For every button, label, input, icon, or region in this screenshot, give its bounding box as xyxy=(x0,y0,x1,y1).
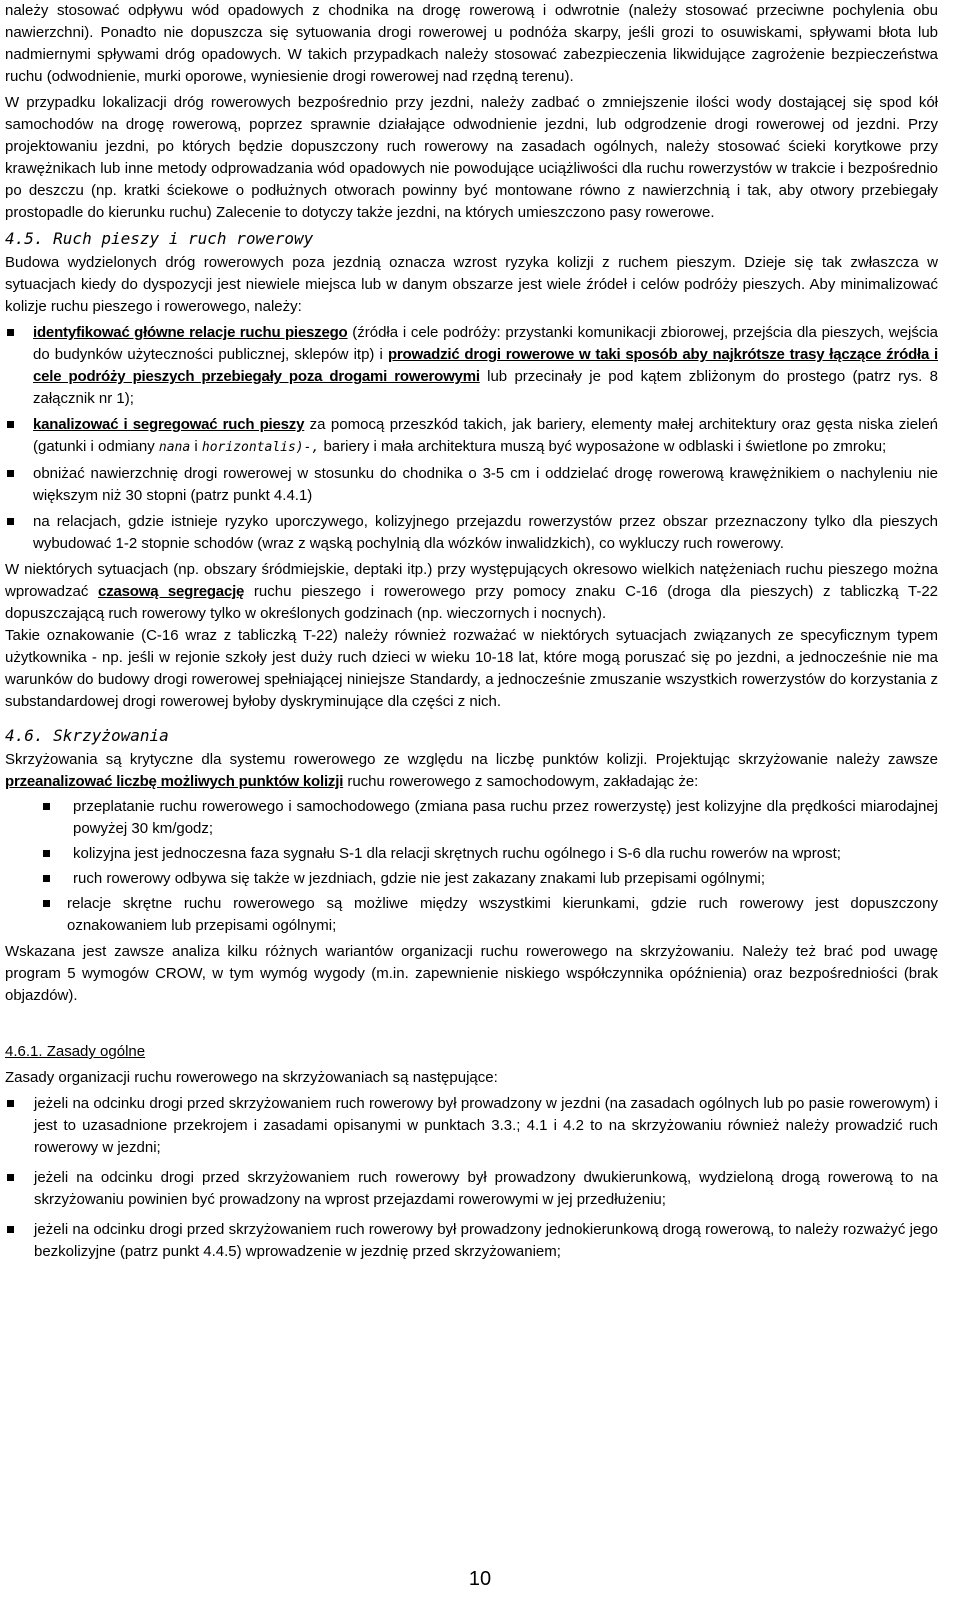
section-4-6-bullet-list xyxy=(5,796,938,937)
square-bullet-icon xyxy=(43,850,50,857)
paragraph-text: ruchu rowerowego z samochodowym, zakładając że: xyxy=(343,773,699,790)
square-bullet-icon xyxy=(7,421,14,428)
section-4-5-paragraph-1: Budowa wydzielonych dróg rowerowych poza jezdnią oznacza wzrost ryzyka kolizji z ruchem pieszym. Dzieje się tak zwłaszcza w sytuacjach kiedy do dyspozycji jest niewiele miejsca lub w danym obszarze jest wiele źródeł i celów podróży pieszych. Aby minimalizować kolizje ruchu pieszego i rowerowego, należy: xyxy=(5,254,938,315)
list-item-text: (źródła i cele podróży: przystanki komunikacji zbiorowej, przejścia dla pieszych, wejścia do budynków użyteczności publicznej, sklepów itp) i xyxy=(33,324,938,363)
section-4-6-paragraph-2: Wskazana jest zawsze analiza kilku różnych wariantów organizacji ruchu rowerowego na skrzyżowaniu. Należy też brać pod uwagę program 5 wymogów CROW, w tym wymóg wygody (m.in. zapewnienie niskiego współczynnika opóźnienia) oraz bezpośredniości (brak objazdów). xyxy=(5,943,938,1004)
plant-variety-name: horizontalis)-, xyxy=(201,440,320,455)
list-item-text: przeplatanie ruchu rowerowego i samochodowego (zmiana pasa ruchu przez rowerzystę) jest kolizyjne dla prędkości miarodajnej powyżej 30 km/godz; xyxy=(73,798,938,837)
list-item xyxy=(5,1093,938,1159)
square-bullet-icon xyxy=(7,1100,14,1107)
list-item-text: na relacjach, gdzie istnieje ryzyko uporczywego, kolizyjnego przejazdu rowerzystów przez obszar przeznaczony tylko dla pieszych wybudować 1-2 stopnie schodów (wraz z wąską pochylnią dla wózków inwalidzkich), co wykluczy ruch rowerowy. xyxy=(33,513,938,552)
list-item-text: ruch rowerowy odbywa się także w jezdniach, gdzie nie jest zakazany znakami lub przepisami ogólnymi; xyxy=(73,870,765,887)
list-item-text: za pomocą przeszkód takich, jak bariery, elementy małej architektury oraz gęsta niska zieleń (gatunki i odmiany xyxy=(33,416,938,455)
section-4-5-bullet-list xyxy=(5,322,938,555)
square-bullet-icon xyxy=(43,875,50,882)
square-bullet-icon xyxy=(7,1174,14,1181)
highlighted-text: identyfikować główne relacje ruchu pieszego xyxy=(33,324,348,341)
list-item xyxy=(5,843,938,865)
list-item-text: jeżeli na odcinku drogi przed skrzyżowaniem ruch rowerowy był prowadzony dwukierunkową, wydzieloną drogą rowerową to na skrzyżowaniu powinien być prowadzony na wprost przejazdami rowerowymi w jej przedłużeniu; xyxy=(34,1169,938,1208)
section-heading-4-6-1: 4.6.1. Zasady ogólne xyxy=(5,1043,146,1060)
plant-variety-name: nana xyxy=(158,440,191,455)
list-item xyxy=(5,893,938,937)
square-bullet-icon xyxy=(7,470,14,477)
list-item xyxy=(5,1167,938,1211)
section-heading-4-5: 4.5. Ruch pieszy i ruch rowerowy xyxy=(5,229,314,248)
list-item xyxy=(5,796,938,840)
paragraph-text: W niektórych sytuacjach (np. obszary śródmiejskie, deptaki itp.) przy występujących okresowo wielkich natężeniach ruchu pieszego można wprowadzać xyxy=(5,561,938,600)
square-bullet-icon xyxy=(7,329,14,336)
list-item xyxy=(5,511,938,555)
intro-paragraph-2: W przypadku lokalizacji dróg rowerowych bezpośrednio przy jezdni, należy zadbać o zmniejszenie ilości wody dostającej się spod kół samochodów na drogę rowerową, poprzez sprawnie działające odwodnienie jezdni, lub odgrodzenie drogi rowerowej od jezdni. Przy projektowaniu jezdni, po których będzie dopuszczony ruch rowerowy na zasadach ogólnych, należy stosować ścieki korytkowe przy krawężnikach lub inne metody odprowadzania wód opadowych nie powodujące uciążliwości dla ruchu rowerzystów w trakcie i bezpośrednio po deszczu (np. kratki ściekowe o podłużnych otworach powinny być montowane równo z nawierzchnią i tak, aby otwory przebiegały prostopadle do kierunku ruchu) Zalecenie to dotyczy także jezdni, na których umieszczono pasy rowerowe. xyxy=(5,94,938,221)
list-item-text: jeżeli na odcinku drogi przed skrzyżowaniem ruch rowerowy był prowadzony w jezdni (na zasadach ogólnych lub po pasie rowerowym) i jest to uzasadnione przekrojem i zasadami opisanymi w punktach 3.3.; 4.1 i 4.2 to na skrzyżowaniu również należy prowadzić ruch rowerowy w jezdni; xyxy=(34,1095,938,1156)
page-number: 10 xyxy=(468,1568,492,1590)
list-item-text: jeżeli na odcinku drogi przed skrzyżowaniem ruch rowerowy był prowadzony jednokierunkową drogą rowerową, to należy rozważyć jego bezkolizyjne (patrz punkt 4.4.5) wprowadzenie w jezdnię przed skrzyżowaniem; xyxy=(34,1221,938,1260)
section-4-5-paragraph-2 xyxy=(5,559,938,625)
section-4-5-paragraph-3: Takie oznakowanie (C-16 wraz z tabliczką T-22) należy również rozważać w niektórych sytuacjach związanych ze specyficznym typem użytkownika - np. jeśli w rejonie szkoły jest duży ruch dzieci w wieku 10-18 lat, które mogą poruszać się po jezdni, a jednocześnie nie ma warunków do budowy drogi rowerowej spełniającej niniejsze Standardy, a jednocześnie zmuszanie wszystkich rowerzystów do korzystania z substandardowej drogi rowerowej byłoby dyskryminujące dla części z nich. xyxy=(5,627,938,710)
intro-paragraph-1: należy stosować odpływu wód opadowych z chodnika na drogę rowerową i odwrotnie (należy stosować przeciwne pochylenia obu nawierzchni). Ponadto nie dopuszcza się sytuowania drogi rowerowej u podnóża skarpy, jeśli grozi to osuwiskami, spływami błota lub nadmiernymi spływami dróg opadowych. W takich przypadkach należy stosować zabezpieczenia likwidujące zagrożenie bezpieczeństwa ruchu (odwodnienie, murki oporowe, wyniesienie drogi rowerowej nad rzędną terenu). xyxy=(5,2,938,85)
section-4-6-1-intro: Zasady organizacji ruchu rowerowego na skrzyżowaniach są następujące: xyxy=(5,1069,498,1086)
paragraph-text: ruchu pieszego i rowerowego przy pomocy znaku C-16 (droga dla pieszych) z tabliczką T-22 dopuszczającą ruch rowerowy tylko w określonych godzinach (np. wieczornych i nocnych). xyxy=(5,583,938,622)
square-bullet-icon xyxy=(7,518,14,525)
highlighted-text: czasową segregację xyxy=(98,583,245,600)
list-item xyxy=(5,868,938,890)
list-item-text: lub przecinały je pod kątem zbliżonym do prostego (patrz rys. 8 załącznik nr 1); xyxy=(33,368,938,407)
highlighted-text: kanalizować i segregować ruch pieszy xyxy=(33,416,305,433)
list-item-text: relacje skrętne ruchu rowerowego są możliwe między wszystkimi kierunkami, gdzie ruch rowerowy jest dopuszczony oznakowaniem lub przepisami ogólnymi; xyxy=(67,895,938,934)
list-item xyxy=(5,414,938,459)
section-4-6-1-bullet-list xyxy=(5,1093,938,1263)
list-item xyxy=(5,322,938,410)
list-item xyxy=(5,1219,938,1263)
section-heading-4-6: 4.6. Skrzyżowania xyxy=(5,726,169,745)
highlighted-text: przeanalizować liczbę możliwych punktów kolizji xyxy=(5,773,344,790)
list-item-text: obniżać nawierzchnię drogi rowerowej w stosunku do chodnika o 3-5 cm i oddzielać drogę rowerową krawężnikiem o nachyleniu nie większym niż 30 stopni (patrz punkt 4.4.1) xyxy=(33,465,938,504)
square-bullet-icon xyxy=(43,900,50,907)
highlighted-text: prowadzić drogi rowerowe w taki sposób aby najkrótsze trasy łączące źródła i cele podróży pieszych przebiegały poza drogami rowerowymi xyxy=(33,346,938,385)
list-item-text: kolizyjna jest jednoczesna faza sygnału S-1 dla relacji skrętnych ruchu ogólnego i S-6 dla ruchu rowerów na wprost; xyxy=(73,845,841,862)
list-item-text: i xyxy=(190,438,202,455)
section-4-6-paragraph-1 xyxy=(5,749,938,793)
paragraph-text: Skrzyżowania są krytyczne dla systemu rowerowego ze względu na liczbę punktów kolizji. Projektując skrzyżowanie należy zawsze xyxy=(5,751,938,768)
list-item xyxy=(5,463,938,507)
list-item-text: bariery i mała architektura muszą być wyposażone w odblaski i świetlone po zmroku; xyxy=(319,438,887,455)
square-bullet-icon xyxy=(43,803,50,810)
square-bullet-icon xyxy=(7,1226,14,1233)
